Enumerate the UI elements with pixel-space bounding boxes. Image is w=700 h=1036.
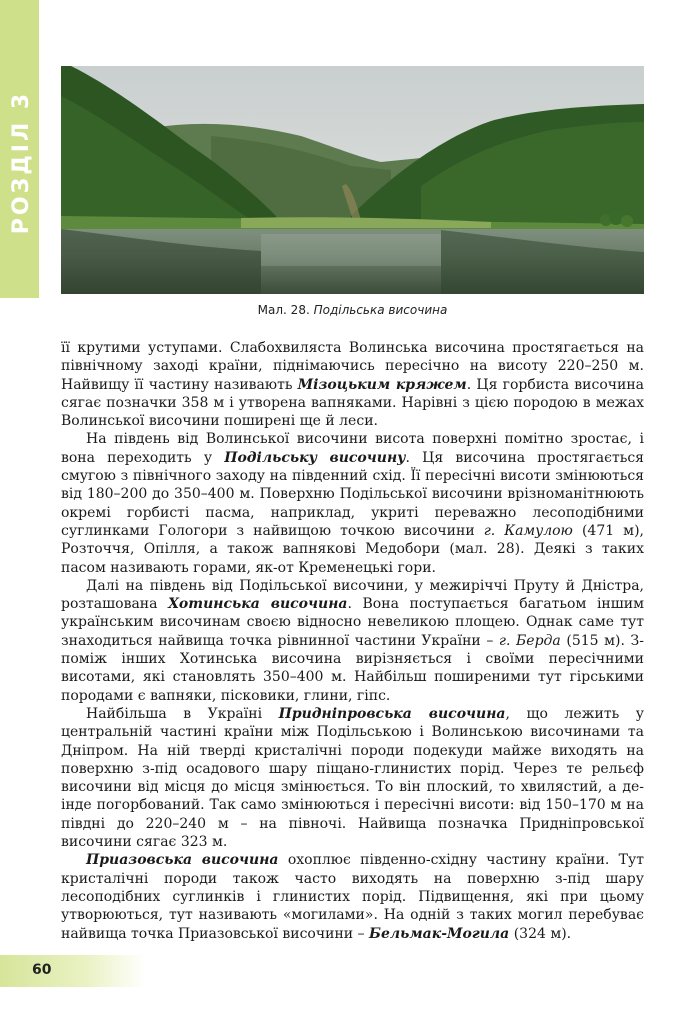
emphasis-term: Подільську височину (224, 449, 406, 466)
emphasis-term: Приазовська височина (86, 852, 279, 869)
caption-title: Подільська височина (313, 303, 448, 317)
text-run: (471 м), Розточчя, Опілля, а також вапнякові Медобори (мал. 28). Деякі з таких пасом називають горами, як-от Кременецькі гори. (61, 522, 644, 576)
emphasis-term: Бельмак-Могила (369, 925, 510, 942)
body-text (61, 339, 644, 943)
text-run: . Ця горбиста височина сягає позначки 358 м і утворена вапняками. Нарівні з цією породою в межах Волинської височини поширені ще й леси. (61, 376, 645, 430)
paragraph (61, 851, 644, 942)
paragraph (61, 339, 644, 430)
text-run: Далі на південь від Подільської височини, у межиріччі Пруту й Дністра, розташована (61, 577, 644, 613)
section-tab (0, 0, 39, 298)
footer-band (0, 955, 145, 987)
text-run: (324 м). (509, 925, 572, 942)
emphasis-term: Мізоцьким кряжем (297, 376, 467, 393)
emphasis-term: г. Берда (498, 632, 561, 649)
text-run: (515 м). З-поміж інших Хотинська височина вирізняється і своїми пересічними висотами, які становлять 350–400 м. Найбільш поширеними тут гірськими породами є вапняки, пісковики, глини, гіпс. (61, 632, 644, 704)
emphasis-term: Хотинська височина (168, 596, 348, 613)
podilska-upland-photo (61, 66, 644, 294)
text-run: На південь від Волинської височини висота поверхні помітно зростає, і вона переходить у (61, 431, 644, 466)
text-run: її крутими уступами. Слабохвиляста Волинська височина простягається на північному заході країни, піднімаючись пересічно на висоту 220–250 м. Найвищу її частину називають (61, 340, 644, 393)
emphasis-term: Придніпровська височина (278, 705, 506, 722)
paragraph (61, 430, 644, 576)
caption-prefix: Мал. 28. (257, 303, 310, 317)
text-run: , що лежить у центральній частині країни між Подільською і Волинською височинами та Дніпром. На ній тверді кристалічні породи подекуди майже виходять на поверхню з-під осадового шару піщано-глинистих порід. Через те рельєф височини від місця до місця змінюється. То він плоский, то хвилястий, а де-інде погорбований. Так само змінюються і пересічні висоти: від 150–170 м на півдні до 220–240 м – на півночі. Найвища позначка Придніпровської височини сягає 323 м. (61, 705, 644, 851)
text-run: охоплює південно-східну частину країни. Тут кристалічні породи також часто виходять на поверхню з-під шару лесоподібних суглинків і глинистих порід. Підвищення, які при цьому утворюються, тут називають «могилами». На одній з таких могил перебуває найвища точка Приазовської височини – (61, 852, 644, 942)
text-run: . Вона поступається багатьом іншим українським височинам своєю відносно невеликою площею. Однак саме тут знаходиться найвища точка рівнинної частини України – (61, 596, 645, 649)
section-tab-label: РОЗДІЛ 3 (9, 90, 35, 235)
paragraph (61, 705, 644, 851)
paragraph (61, 577, 644, 705)
page-number: 60 (32, 962, 52, 978)
emphasis-term: г. Камулою (483, 522, 573, 539)
text-run: Найбільша в Україні (86, 705, 279, 722)
figure-caption (61, 303, 644, 317)
text-run: . Ця височина простягається смугою з північного заходу на південний схід. Її пересічні висоти змінюються від 180–200 до 350–400 м. Поверхню Подільської височини врізноманітнюють окремі горбисті пасма, наприклад, укриті переважно лесоподібними суглинками Гологори з найвищою точкою височини (61, 449, 644, 539)
